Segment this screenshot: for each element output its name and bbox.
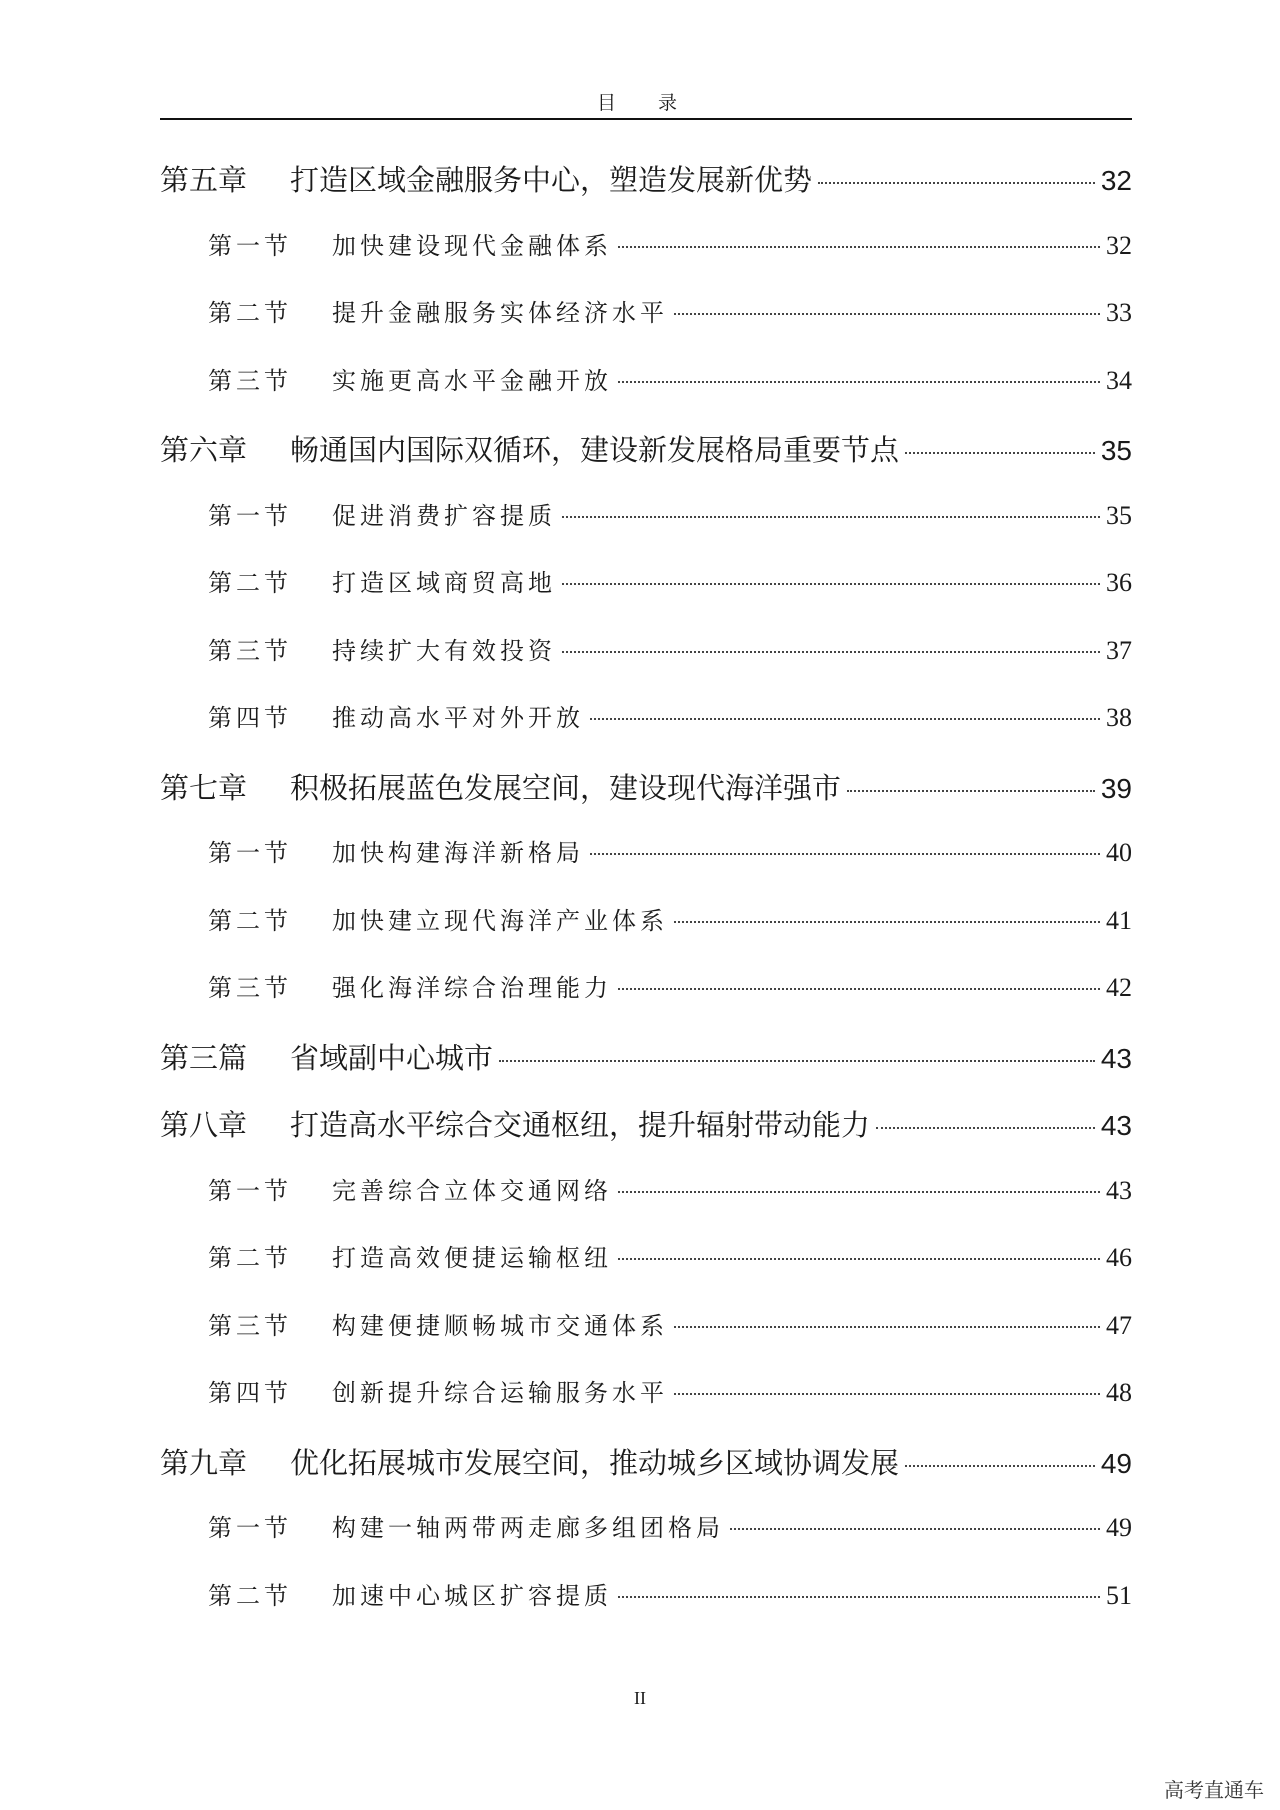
toc-entry-page: 49 [1106, 1513, 1132, 1542]
toc-entry-title: 实施更高水平金融开放 [332, 366, 612, 395]
toc-entry-number: 第二节 [208, 1244, 292, 1272]
toc-entry-title: 构建一轴两带两走廊多组团格局 [332, 1514, 724, 1542]
toc-dot-leader [590, 718, 1100, 720]
watermark: 高考直通车 [1164, 1778, 1264, 1802]
toc-entry-number: 第三节 [208, 366, 292, 395]
toc-entry-number: 第五章 [160, 163, 248, 197]
toc-entry-page: 37 [1106, 635, 1132, 665]
toc-section-entry[interactable] [160, 901, 1132, 969]
toc-entry-page: 35 [1106, 500, 1132, 530]
toc-entry-title: 推动高水平对外开放 [332, 704, 584, 732]
toc-dot-leader [590, 853, 1100, 855]
toc-entry-number: 第九章 [160, 1445, 248, 1480]
page-header-title: 目 录 [596, 92, 696, 114]
toc-entry-page: 48 [1106, 1378, 1132, 1407]
toc-entry-page: 43 [1100, 1042, 1132, 1074]
toc-entry-title: 提升金融服务实体经济水平 [332, 299, 668, 327]
toc-dot-leader [499, 1060, 1095, 1062]
toc-entry-page: 49 [1100, 1447, 1132, 1479]
toc-section-entry[interactable] [160, 631, 1132, 699]
toc-entry-number: 第三篇 [160, 1040, 248, 1075]
toc-entry-title: 加快建设现代金融体系 [332, 231, 612, 260]
toc-entry-title: 持续扩大有效投资 [332, 636, 556, 665]
toc-entry-number: 第四节 [208, 704, 292, 732]
toc-entry-number: 第二节 [208, 569, 292, 597]
toc-entry-title: 积极拓展蓝色发展空间，建设现代海洋强市 [290, 770, 842, 805]
toc-dot-leader [618, 1191, 1100, 1193]
toc-dot-leader [562, 651, 1100, 653]
toc-entry-number: 第三节 [208, 636, 292, 665]
toc-entry-number: 第二节 [208, 906, 292, 935]
toc-entry-title: 畅通国内国际双循环，建设新发展格局重要节点 [290, 433, 900, 467]
table-of-contents [160, 158, 1132, 1643]
toc-entry-page: 36 [1106, 568, 1132, 597]
toc-entry-number: 第一节 [208, 839, 292, 867]
toc-dot-leader [818, 182, 1095, 184]
toc-section-entry[interactable] [160, 1576, 1132, 1644]
toc-dot-leader [905, 1465, 1095, 1467]
toc-chapter-entry[interactable] [160, 1103, 1132, 1171]
toc-dot-leader [876, 1127, 1095, 1129]
toc-section-entry[interactable] [160, 1171, 1132, 1239]
toc-entry-page: 42 [1106, 973, 1132, 1002]
toc-entry-title: 构建便捷顺畅城市交通体系 [332, 1311, 668, 1340]
toc-chapter-entry[interactable] [160, 158, 1132, 226]
toc-entry-page: 41 [1106, 905, 1132, 935]
toc-dot-leader [618, 1258, 1100, 1260]
toc-dot-leader [618, 246, 1100, 248]
toc-section-entry[interactable] [160, 1306, 1132, 1374]
toc-chapter-entry[interactable] [160, 428, 1132, 496]
toc-entry-title: 强化海洋综合治理能力 [332, 974, 612, 1002]
toc-entry-page: 43 [1106, 1175, 1132, 1205]
toc-dot-leader [562, 516, 1100, 518]
toc-entry-title: 加快建立现代海洋产业体系 [332, 906, 668, 935]
toc-dot-leader [618, 1596, 1100, 1598]
toc-entry-page: 32 [1100, 165, 1132, 196]
header-rule [160, 118, 1132, 120]
toc-entry-page: 43 [1100, 1110, 1132, 1141]
toc-section-entry[interactable] [160, 293, 1132, 361]
toc-entry-number: 第六章 [160, 433, 248, 467]
toc-entry-title: 优化拓展城市发展空间，推动城乡区域协调发展 [290, 1445, 900, 1480]
toc-entry-title: 打造区域商贸高地 [332, 569, 556, 597]
toc-entry-number: 第一节 [208, 1514, 292, 1542]
toc-section-entry[interactable] [160, 1508, 1132, 1576]
toc-entry-title: 加速中心城区扩容提质 [332, 1581, 612, 1610]
toc-entry-title: 创新提升综合运输服务水平 [332, 1379, 668, 1407]
toc-entry-page: 46 [1106, 1243, 1132, 1272]
toc-entry-number: 第三节 [208, 974, 292, 1002]
toc-entry-title: 完善综合立体交通网络 [332, 1176, 612, 1205]
toc-entry-title: 加快构建海洋新格局 [332, 839, 584, 867]
toc-dot-leader [618, 381, 1100, 383]
toc-entry-page: 51 [1106, 1580, 1132, 1610]
page-number: II [634, 1688, 646, 1708]
toc-dot-leader [905, 452, 1095, 454]
toc-dot-leader [674, 1326, 1100, 1328]
toc-entry-page: 34 [1106, 365, 1132, 395]
toc-entry-page: 38 [1106, 703, 1132, 732]
toc-chapter-entry[interactable] [160, 1441, 1132, 1509]
toc-dot-leader [847, 790, 1095, 792]
toc-dot-leader [730, 1528, 1100, 1530]
toc-dot-leader [562, 583, 1100, 585]
toc-section-entry[interactable] [160, 833, 1132, 901]
toc-entry-title: 打造高效便捷运输枢纽 [332, 1244, 612, 1272]
toc-dot-leader [674, 1393, 1100, 1395]
toc-section-entry[interactable] [160, 361, 1132, 429]
toc-entry-page: 39 [1100, 772, 1132, 804]
toc-entry-page: 33 [1106, 298, 1132, 327]
toc-entry-number: 第七章 [160, 770, 248, 805]
toc-chapter-entry[interactable] [160, 766, 1132, 834]
toc-section-entry[interactable] [160, 563, 1132, 631]
toc-section-entry[interactable] [160, 1373, 1132, 1441]
toc-entry-page: 40 [1106, 838, 1132, 867]
toc-section-entry[interactable] [160, 1238, 1132, 1306]
toc-entry-number: 第一节 [208, 501, 292, 530]
toc-entry-number: 第四节 [208, 1379, 292, 1407]
toc-entry-number: 第八章 [160, 1108, 248, 1142]
toc-entry-page: 47 [1106, 1310, 1132, 1340]
toc-entry-page: 35 [1100, 435, 1132, 466]
toc-entry-number: 第二节 [208, 299, 292, 327]
toc-dot-leader [674, 921, 1100, 923]
toc-entry-title: 打造区域金融服务中心，塑造发展新优势 [290, 163, 813, 197]
toc-dot-leader [618, 988, 1100, 990]
toc-entry-number: 第一节 [208, 1176, 292, 1205]
toc-chapter-entry[interactable] [160, 1036, 1132, 1104]
toc-section-entry[interactable] [160, 226, 1132, 294]
toc-entry-number: 第一节 [208, 231, 292, 260]
toc-dot-leader [674, 313, 1100, 315]
toc-entry-number: 第二节 [208, 1581, 292, 1610]
toc-section-entry[interactable] [160, 496, 1132, 564]
toc-entry-page: 32 [1106, 230, 1132, 260]
toc-entry-number: 第三节 [208, 1311, 292, 1340]
toc-entry-title: 促进消费扩容提质 [332, 501, 556, 530]
toc-section-entry[interactable] [160, 968, 1132, 1036]
toc-entry-title: 省域副中心城市 [290, 1040, 494, 1075]
toc-entry-title: 打造高水平综合交通枢纽，提升辐射带动能力 [290, 1108, 871, 1142]
toc-section-entry[interactable] [160, 698, 1132, 766]
